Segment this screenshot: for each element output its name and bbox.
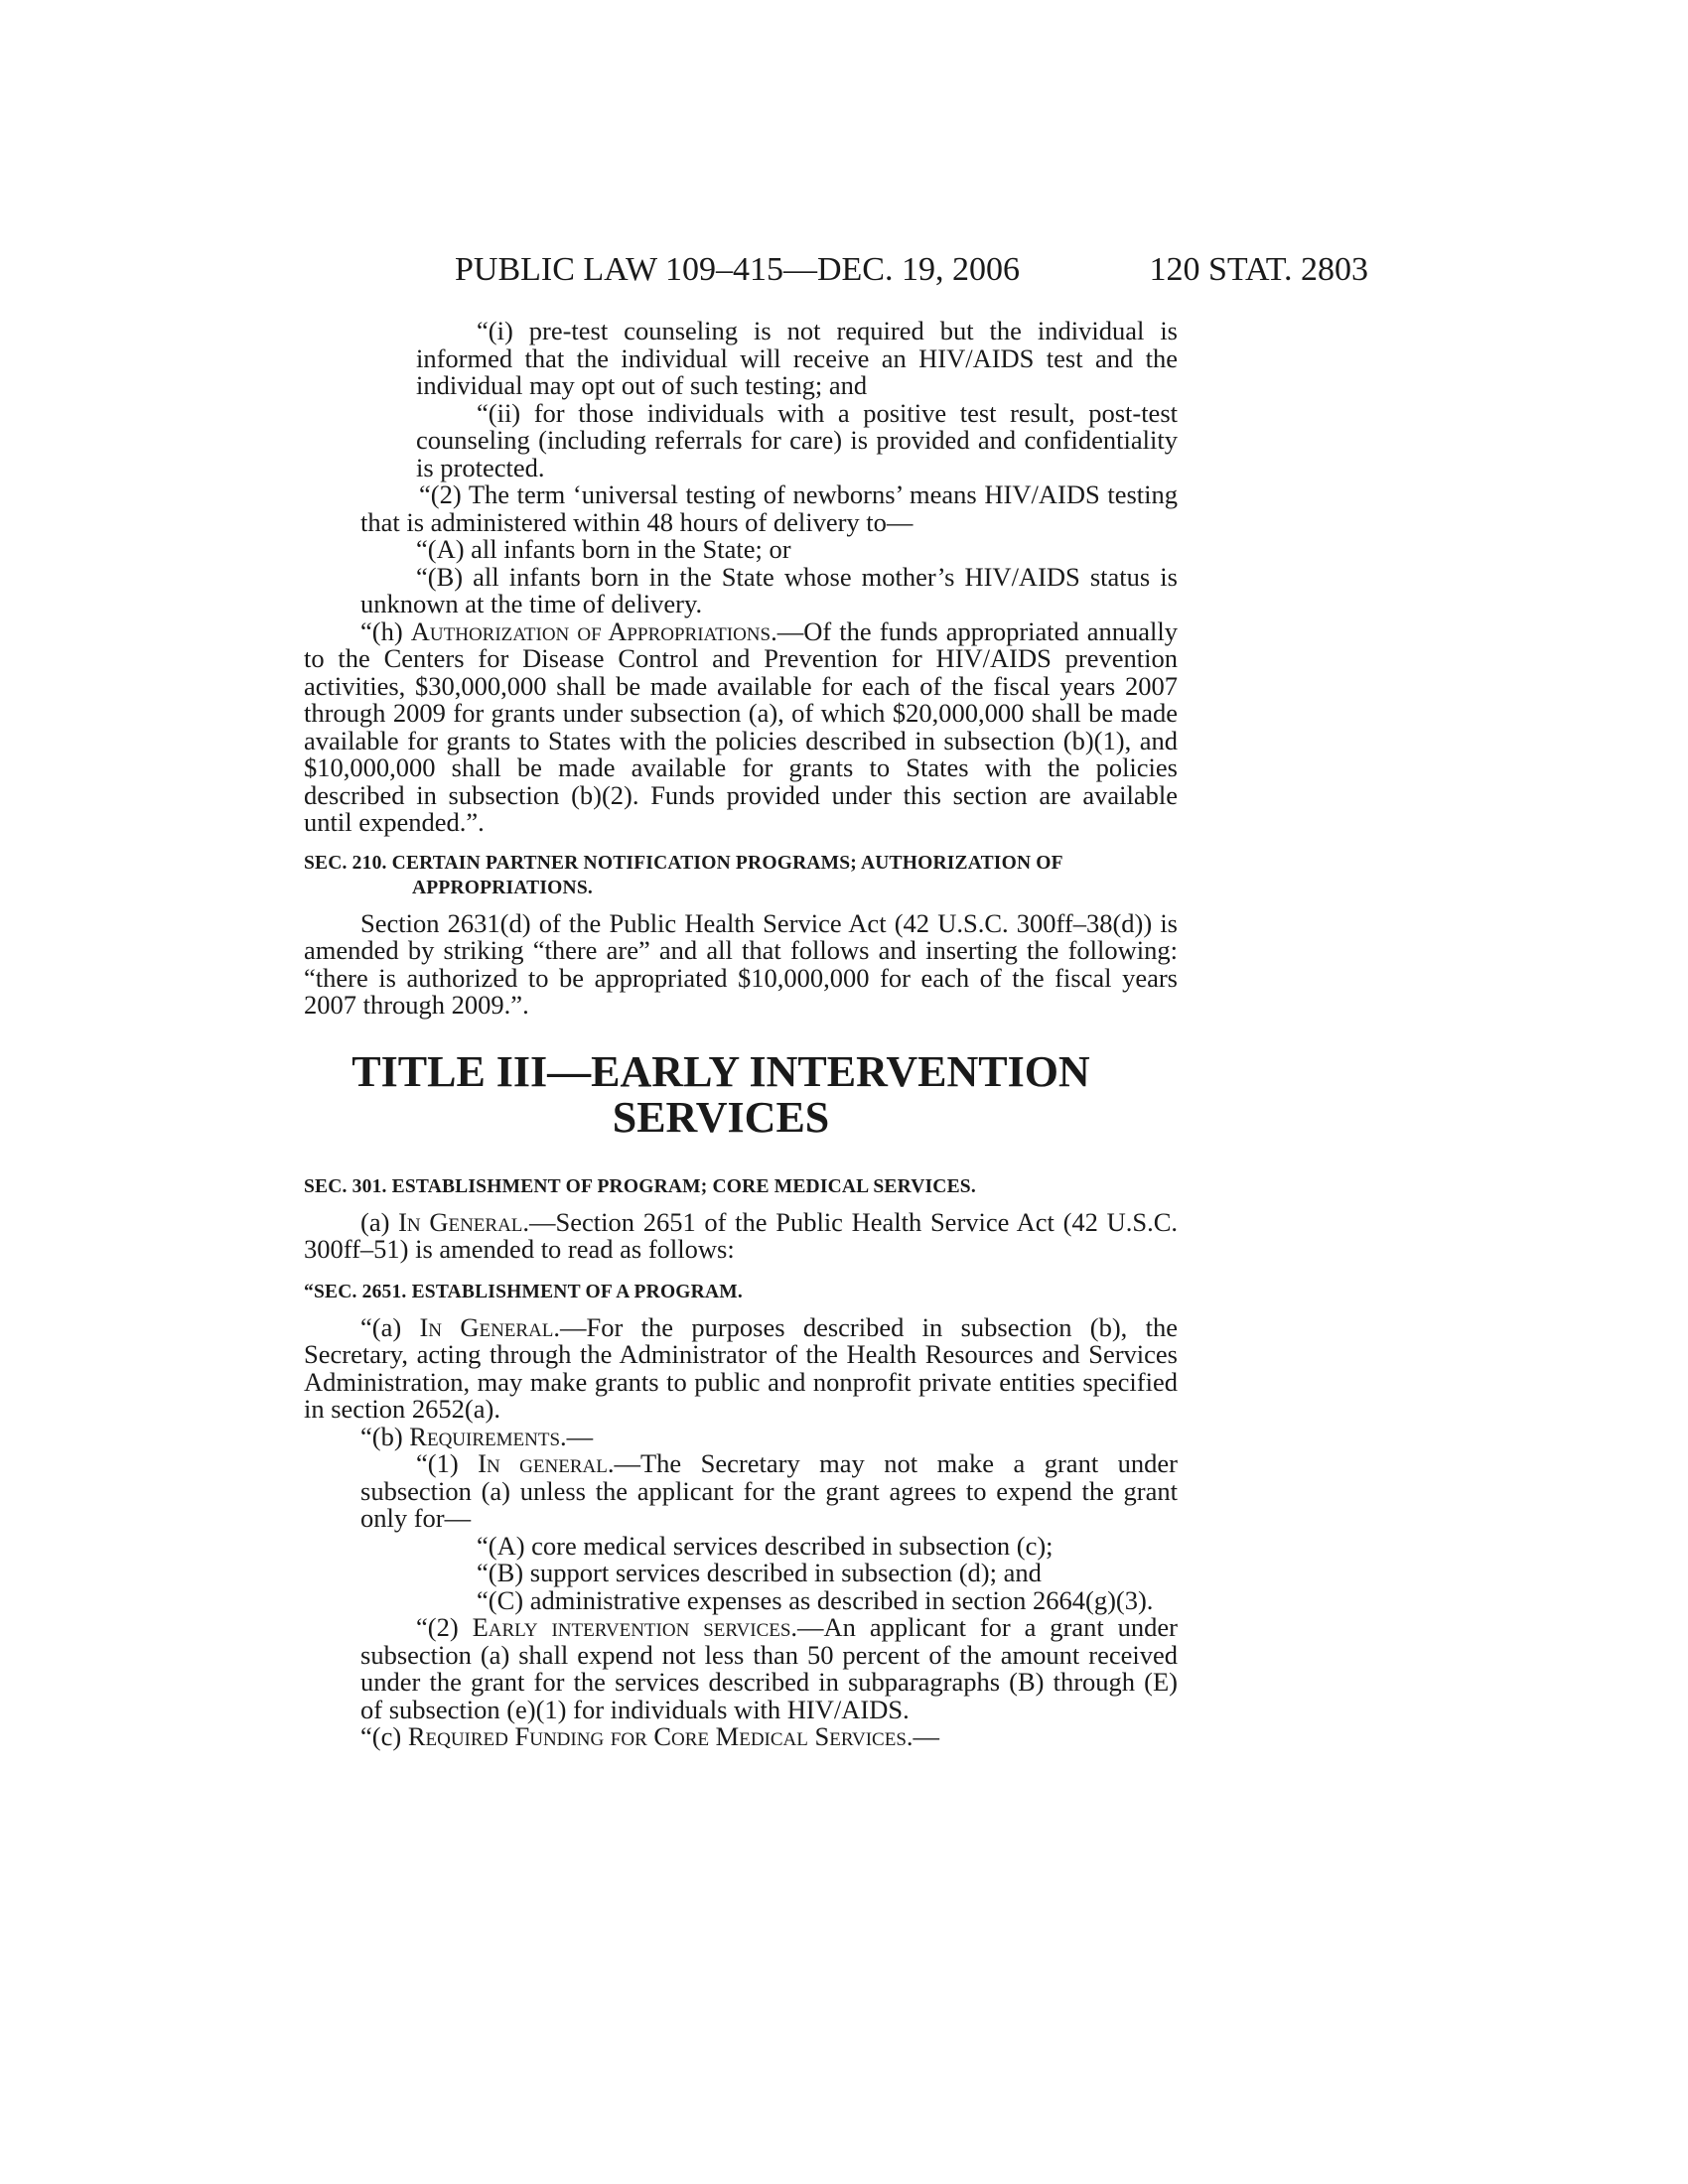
clause-i: “(i) pre-test counseling is not required but the individual is informed that the individual will receive an HIV/AIDS test and the individual may opt out of such testing; and (416, 316, 1178, 400)
title-iii-heading (304, 1046, 1178, 1142)
s2651-c-heading: Required Funding for Core Medical Services (407, 1721, 907, 1751)
s2651-c-lead: “(c) (360, 1721, 408, 1751)
running-title: PUBLIC LAW 109–415—DEC. 19, 2006 (455, 251, 1020, 288)
section-2651-subsection-b (304, 1421, 1178, 1451)
section-2651-b-1-a: “(A) core medical services described in subsection (c); (477, 1530, 1054, 1561)
s2651-b2-lead: “(2) (416, 1612, 473, 1642)
s2651-b2-text: .—An applicant for a grant under subsection (a) shall expend not less than 50 percent of the amount received under the grant for the services described in subparagraphs (B) through (E) of subsection (e)(1) for individuals with HIV/AIDS. (360, 1612, 1178, 1724)
section-210-heading: SEC. 210. CERTAIN PARTNER NOTIFICATION PROGRAMS; AUTHORIZATION OF APPROPRIATIONS. (304, 852, 1063, 898)
s2651-b1-lead: “(1) (416, 1448, 479, 1478)
section-2651-heading: “SEC. 2651. ESTABLISHMENT OF A PROGRAM. (304, 1281, 743, 1302)
title-iii-line-1: TITLE III—EARLY INTERVENTION (352, 1046, 1090, 1096)
section-301-a-text: .—Section 2651 of the Public Health Service Act (42 U.S.C. 300ff–51) is amended to read as follows: (304, 1206, 1179, 1264)
s2651-b1-heading: In general (478, 1448, 608, 1478)
subsection-h-lead: “(h) (360, 615, 411, 646)
section-2651-b-2 (304, 1614, 1178, 1723)
section-2651-subsection-a (304, 1311, 1178, 1424)
s2651-a-lead: “(a) (360, 1311, 420, 1342)
page-body (304, 318, 1178, 1751)
section-2651-b-1-c: “(C) administrative expenses as described in section 2664(g)(3). (477, 1584, 1154, 1615)
section-2651-subsection-c (304, 1723, 1178, 1751)
page-header (0, 251, 1688, 291)
section-2651-b-1-b: “(B) support services described in subsection (d); and (477, 1558, 1042, 1587)
subparagraph-b: “(B) all infants born in the State whose mother’s HIV/AIDS status is unknown at the time of delivery. (360, 561, 1178, 618)
subparagraph-a: “(A) all infants born in the State; or (416, 534, 791, 564)
clause-ii: “(ii) for those individuals with a positive test result, post-test counseling (including referrals for care) is provided and confidentiality is protected. (416, 397, 1178, 482)
paragraph-2: “(2) The term ‘universal testing of newborns’ means HIV/AIDS testing that is administered within 48 hours of delivery to— (360, 479, 1178, 537)
s2651-b-lead: “(b) (360, 1421, 410, 1451)
s2651-a-heading: In General (419, 1311, 554, 1342)
section-2651-b-1 (304, 1450, 1178, 1533)
section-210-text: Section 2631(d) of the Public Health Service Act (42 U.S.C. 300ff–38(d)) is amended by striking “there are” and all that follows and inserting the following: “there is authorized to be appropriated $10,000,000 for each of the fiscal years 2007 through 2009.”. (304, 907, 1178, 1020)
s2651-a-text: .—For the purposes described in subsection (b), the Secretary, acting through the Administrator of the Health Resources and Services Administration, may make grants to public and nonprofit private entities specified in section 2652(a). (304, 1311, 1178, 1424)
section-301-heading: SEC. 301. ESTABLISHMENT OF PROGRAM; CORE MEDICAL SERVICES. (304, 1175, 976, 1197)
statute-page-number: 120 STAT. 2803 (1149, 251, 1368, 288)
title-iii-line-2: SERVICES (612, 1092, 830, 1142)
s2651-b1-text: .—The Secretary may not make a grant under subsection (a) unless the applicant for the grant agrees to expend the grant only for— (360, 1448, 1179, 1533)
subsection-h-heading: Authorization of Appropriations (410, 615, 772, 646)
subsection-h-text: .—Of the funds appropriated annually to the Centers for Disease Control and Prevention for HIV/AIDS prevention activities, $30,000,000 shall be made available for each of the fiscal years 2007 through 2009 for grants under subsection (a), of which $20,000,000 shall be made available for grants to States with the policies described in subsection (b)(1), and $10,000,000 shall be made available for grants to States with the policies described in subsection (b)(2). Funds provided under this section are available until expended.”. (304, 615, 1178, 837)
s2651-b2-heading: Early intervention services (472, 1612, 791, 1642)
s2651-c-text: .— (906, 1721, 940, 1751)
s2651-b-text: .— (560, 1421, 594, 1451)
subsection-h (304, 615, 1178, 837)
section-301-a-heading: In General (398, 1206, 523, 1237)
s2651-b-heading: Requirements (409, 1421, 561, 1451)
section-301-subsection-a (304, 1206, 1179, 1264)
section-301-a-lead: (a) (360, 1206, 399, 1237)
